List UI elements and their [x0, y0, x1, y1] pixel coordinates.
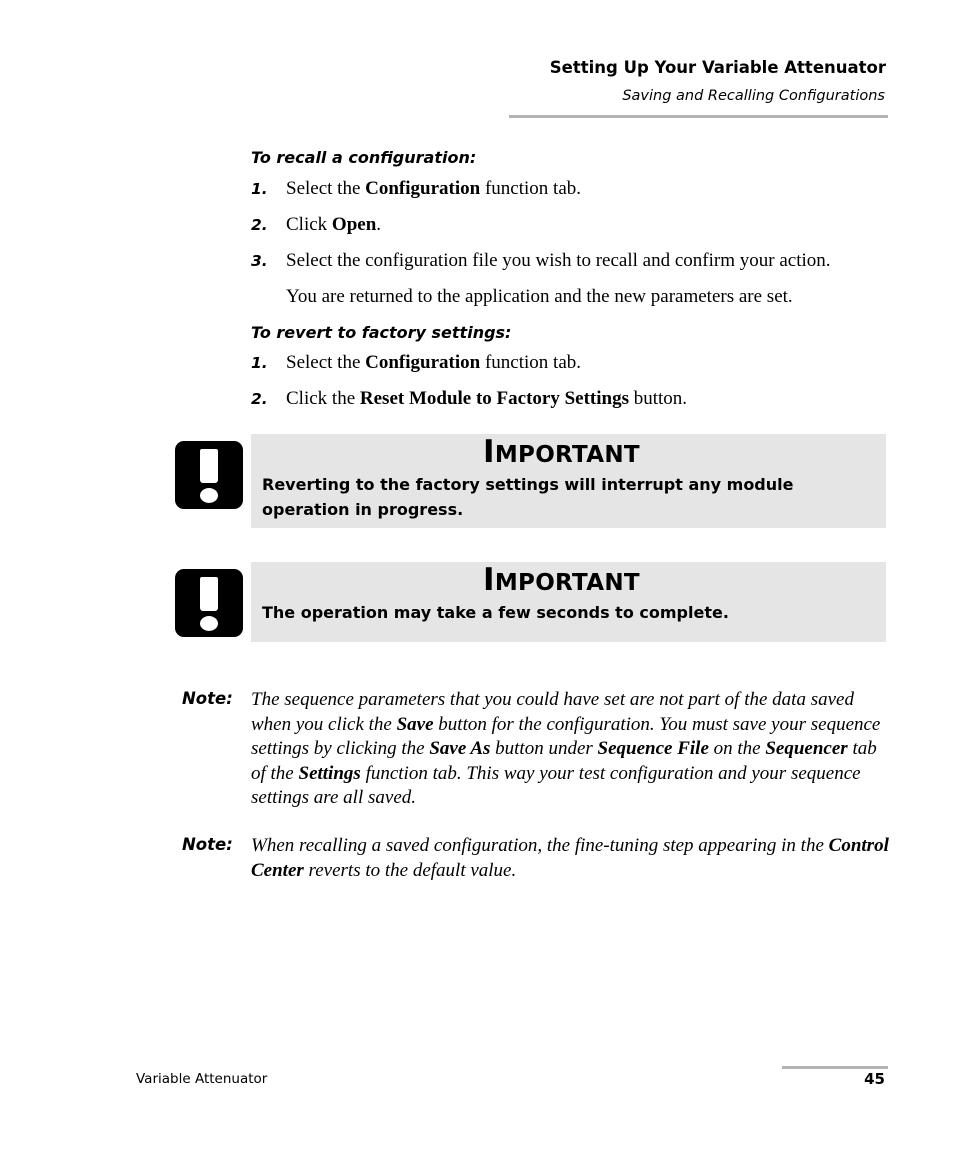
footer-document-title: Variable Attenuator	[136, 1071, 268, 1087]
note-text: When recalling a saved configuration, the fine-tuning step appearing in the Control Center reverts to the default value.	[251, 835, 889, 881]
page-number: 45	[864, 1070, 885, 1088]
step-number: 2.	[251, 390, 268, 408]
running-header-title: Setting Up Your Variable Attenuator	[549, 58, 886, 77]
step-text: Select the configuration file you wish to recall and confirm your action.	[286, 250, 831, 271]
important-callout-1	[251, 434, 886, 528]
exclamation-icon	[175, 441, 243, 509]
footer-rule	[782, 1066, 888, 1069]
step-keyword: Configuration	[365, 352, 481, 373]
step-text: function tab.	[480, 178, 581, 199]
step-number: 2.	[251, 216, 268, 234]
important-title: IMPORTANT	[483, 434, 640, 470]
exclamation-icon	[175, 569, 243, 637]
step-text: Click	[286, 214, 332, 235]
important-callout-2	[251, 562, 886, 642]
important-text: Reverting to the factory settings will interrupt any module operation in progress.	[262, 475, 794, 519]
step-text: button.	[629, 388, 688, 409]
procedure-heading-recall: To recall a configuration:	[251, 148, 477, 167]
step-text: Click the	[286, 388, 360, 409]
step-text: .	[376, 214, 382, 235]
step-number: 3.	[251, 252, 268, 270]
procedure-heading-revert: To revert to factory settings:	[251, 323, 512, 342]
recall-step-3	[251, 250, 831, 272]
note-label: Note:	[182, 689, 233, 708]
note-label: Note:	[182, 835, 233, 854]
step-text: Select the	[286, 352, 366, 373]
step-text: function tab.	[480, 352, 581, 373]
header-rule	[509, 115, 888, 118]
revert-step-2	[251, 388, 687, 410]
recall-step-1	[251, 178, 581, 200]
step-keyword: Open	[331, 214, 377, 235]
step-keyword: Configuration	[365, 178, 481, 199]
running-header-subtitle: Saving and Recalling Configurations	[622, 88, 885, 104]
important-title: IMPORTANT	[483, 562, 640, 598]
recall-result-text: You are returned to the application and the new parameters are set.	[286, 286, 793, 307]
note-text: The sequence parameters that you could have set are not part of the data saved when you click the Save button for the configuration. You must save your sequence settings by clicking the Save As button under Sequence File on the Sequencer tab of the Settings function tab. This way your test configuration and your sequence settings are all saved.	[251, 689, 881, 809]
revert-step-1	[251, 352, 581, 374]
step-number: 1.	[251, 354, 268, 372]
step-number: 1.	[251, 180, 268, 198]
important-text: The operation may take a few seconds to complete.	[262, 603, 729, 622]
step-text: Select the	[286, 178, 366, 199]
step-keyword: Reset Module to Factory Settings	[359, 388, 629, 409]
recall-step-2	[251, 214, 381, 236]
